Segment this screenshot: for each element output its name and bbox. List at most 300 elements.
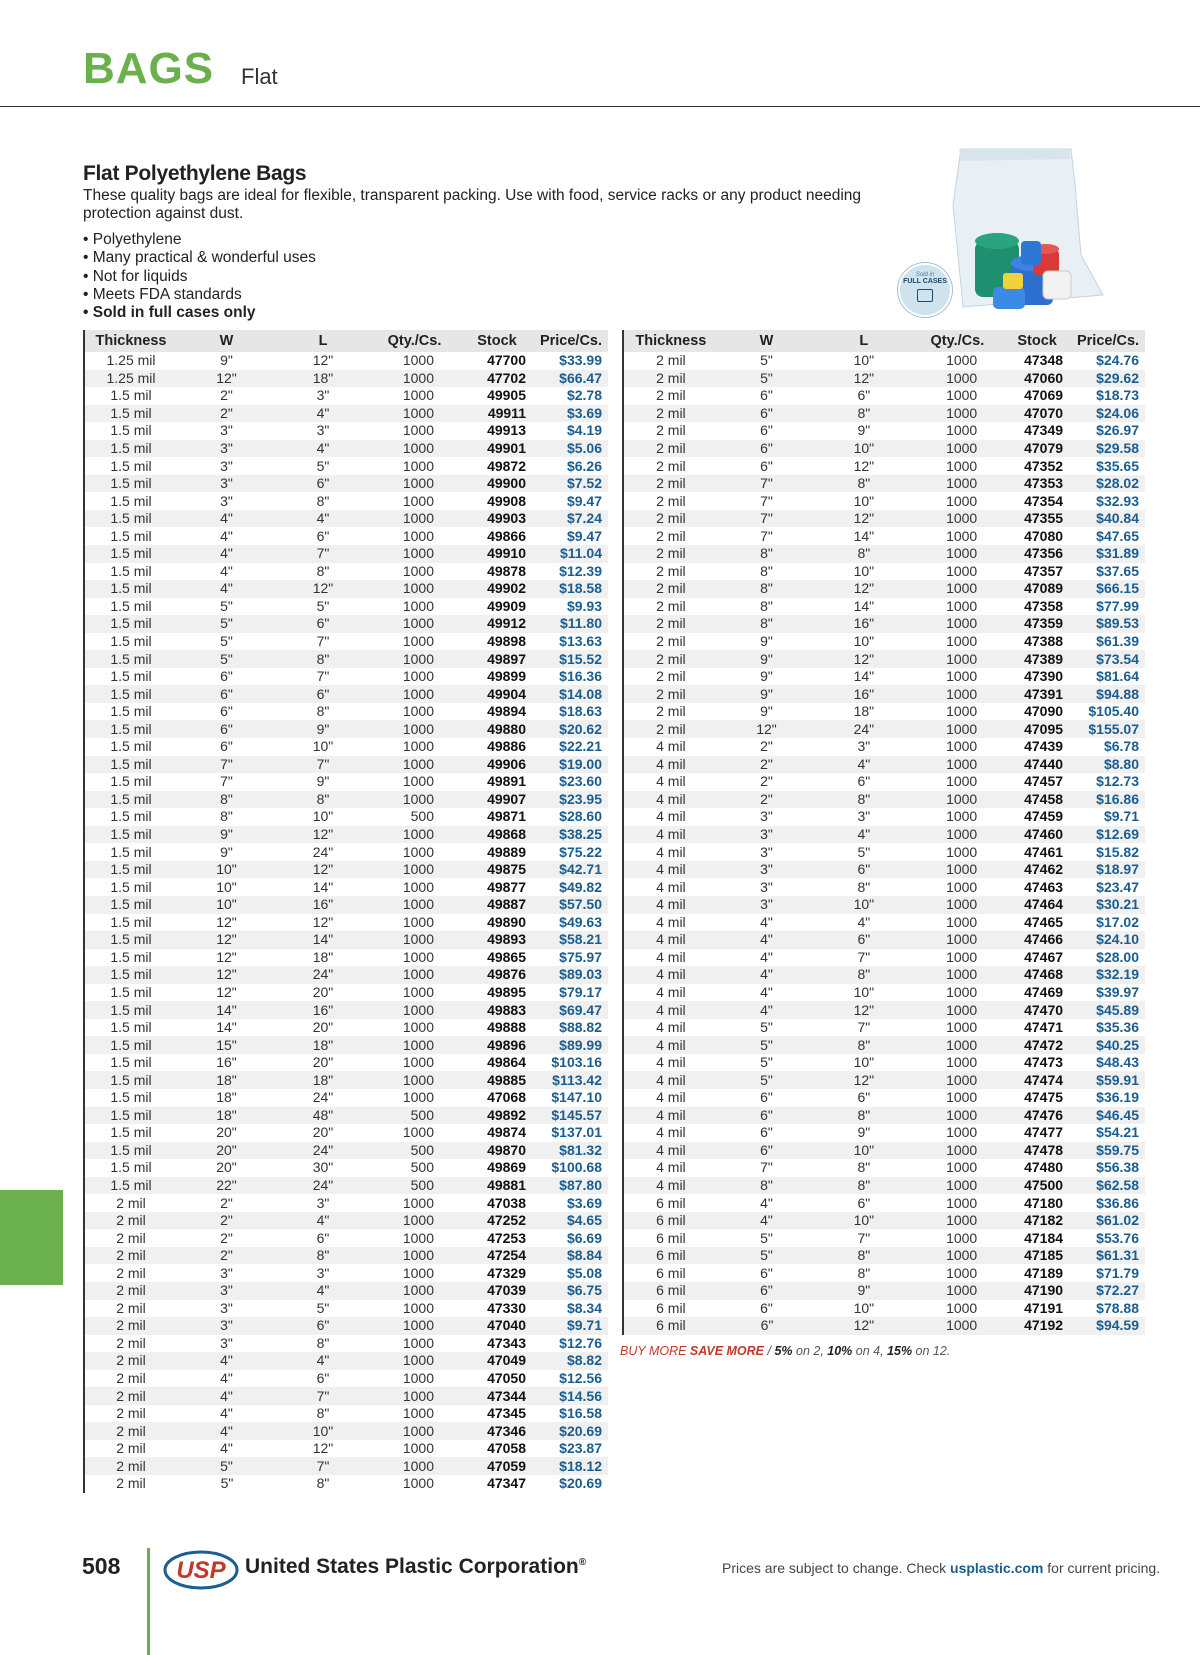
cell-thickness: 2 mil [623, 457, 718, 475]
cell-price: $32.19 [1071, 966, 1145, 984]
cell-width: 2" [177, 1247, 277, 1265]
cell-thickness: 1.5 mil [84, 826, 177, 844]
col-stock: Stock [460, 330, 534, 352]
table-row [623, 527, 1145, 545]
cell-price: $49.63 [534, 914, 608, 932]
cell-width: 8" [718, 615, 816, 633]
cell-qty: 1000 [912, 808, 1004, 826]
col-stock: Stock [1003, 330, 1071, 352]
cell-width: 4" [177, 510, 277, 528]
cell-length: 9" [816, 1282, 911, 1300]
cell-qty: 1000 [912, 668, 1004, 686]
cell-qty: 1000 [912, 527, 1004, 545]
table-row [84, 703, 608, 721]
cell-width: 6" [718, 440, 816, 458]
cell-stock: 47180 [1003, 1194, 1071, 1212]
cell-length: 3" [277, 387, 369, 405]
table-row [84, 791, 608, 809]
cell-price: $89.99 [534, 1036, 608, 1054]
cell-qty: 1000 [369, 949, 460, 967]
website-link[interactable]: usplastic.com [950, 1560, 1044, 1576]
cell-stock: 49870 [460, 1142, 534, 1160]
cell-length: 8" [816, 966, 911, 984]
table-row [84, 1142, 608, 1160]
table-row [84, 370, 608, 388]
cell-width: 4" [177, 563, 277, 581]
cell-qty: 1000 [369, 563, 460, 581]
cell-width: 6" [718, 1264, 816, 1282]
table-row [84, 352, 608, 370]
cell-width: 2" [718, 738, 816, 756]
table-row [84, 1457, 608, 1475]
col-price: Price/Cs. [1071, 330, 1145, 352]
cell-length: 8" [816, 1159, 911, 1177]
cell-price: $14.56 [534, 1387, 608, 1405]
cell-length: 18" [277, 949, 369, 967]
cell-qty: 1000 [369, 1071, 460, 1089]
cell-price: $89.03 [534, 966, 608, 984]
cell-thickness: 1.5 mil [84, 984, 177, 1002]
cell-width: 5" [718, 1071, 816, 1089]
cell-price: $7.24 [534, 510, 608, 528]
cell-stock: 47391 [1003, 685, 1071, 703]
cell-width: 4" [177, 1370, 277, 1388]
cell-width: 7" [718, 492, 816, 510]
cell-length: 10" [816, 440, 911, 458]
cell-price: $103.16 [534, 1054, 608, 1072]
cell-thickness: 2 mil [84, 1440, 177, 1458]
feature-item: • Polyethylene [83, 231, 316, 249]
cell-price: $38.25 [534, 826, 608, 844]
cell-thickness: 2 mil [623, 440, 718, 458]
cell-qty: 1000 [912, 791, 1004, 809]
cell-price: $59.91 [1071, 1071, 1145, 1089]
page-number: 508 [82, 1553, 121, 1579]
cell-qty: 1000 [912, 1019, 1004, 1037]
cell-thickness: 4 mil [623, 1036, 718, 1054]
cell-price: $18.63 [534, 703, 608, 721]
cell-price: $8.84 [534, 1247, 608, 1265]
cell-price: $40.84 [1071, 510, 1145, 528]
cell-qty: 1000 [912, 563, 1004, 581]
cell-thickness: 2 mil [623, 492, 718, 510]
table-row [623, 878, 1145, 896]
cell-price: $5.06 [534, 440, 608, 458]
cell-thickness: 2 mil [623, 580, 718, 598]
cell-thickness: 4 mil [623, 843, 718, 861]
cell-stock: 47185 [1003, 1247, 1071, 1265]
cell-thickness: 4 mil [623, 1089, 718, 1107]
cell-thickness: 1.5 mil [84, 492, 177, 510]
cell-qty: 500 [369, 1159, 460, 1177]
cell-qty: 1000 [912, 773, 1004, 791]
cell-stock: 47466 [1003, 931, 1071, 949]
cell-qty: 1000 [912, 457, 1004, 475]
cell-thickness: 2 mil [623, 650, 718, 668]
cell-price: $8.34 [534, 1300, 608, 1318]
cell-thickness: 4 mil [623, 878, 718, 896]
table-row [84, 387, 608, 405]
cell-width: 10" [177, 878, 277, 896]
cell-qty: 1000 [369, 1124, 460, 1142]
cell-width: 12" [177, 984, 277, 1002]
table-row [84, 527, 608, 545]
col-price: Price/Cs. [534, 330, 608, 352]
table-row [84, 756, 608, 774]
cell-width: 9" [718, 685, 816, 703]
table-row [84, 580, 608, 598]
cell-length: 24" [277, 1089, 369, 1107]
cell-price: $26.97 [1071, 422, 1145, 440]
price-table-right [622, 330, 1146, 1335]
cell-width: 4" [718, 966, 816, 984]
product-title: Flat Polyethylene Bags [83, 162, 307, 185]
pricing-disclaimer [722, 1560, 1160, 1576]
cell-stock: 47095 [1003, 720, 1071, 738]
cell-price: $42.71 [534, 861, 608, 879]
cell-price: $30.21 [1071, 896, 1145, 914]
cell-width: 18" [177, 1089, 277, 1107]
cell-stock: 49902 [460, 580, 534, 598]
cell-width: 10" [177, 861, 277, 879]
cell-qty: 1000 [369, 931, 460, 949]
cell-thickness: 6 mil [623, 1247, 718, 1265]
cell-price: $81.32 [534, 1142, 608, 1160]
cell-thickness: 1.5 mil [84, 457, 177, 475]
cell-price: $61.39 [1071, 633, 1145, 651]
cell-width: 4" [718, 1001, 816, 1019]
cell-thickness: 1.5 mil [84, 1054, 177, 1072]
cell-thickness: 4 mil [623, 1001, 718, 1019]
cell-width: 7" [718, 527, 816, 545]
cell-length: 4" [277, 1352, 369, 1370]
cell-price: $17.02 [1071, 914, 1145, 932]
cell-thickness: 2 mil [623, 633, 718, 651]
cell-length: 10" [816, 1212, 911, 1230]
cell-thickness: 4 mil [623, 914, 718, 932]
cell-stock: 49868 [460, 826, 534, 844]
table-row [84, 440, 608, 458]
cell-stock: 47060 [1003, 370, 1071, 388]
cell-price: $23.60 [534, 773, 608, 791]
cell-price: $7.52 [534, 475, 608, 493]
cell-length: 14" [277, 878, 369, 896]
cell-qty: 1000 [912, 843, 1004, 861]
cell-length: 7" [277, 668, 369, 686]
table-row [623, 1142, 1145, 1160]
cell-width: 20" [177, 1142, 277, 1160]
cell-stock: 47089 [1003, 580, 1071, 598]
cell-width: 22" [177, 1177, 277, 1195]
cell-qty: 1000 [369, 475, 460, 493]
col-thickness: Thickness [623, 330, 718, 352]
cell-stock: 49903 [460, 510, 534, 528]
cell-thickness: 4 mil [623, 1107, 718, 1125]
cell-length: 12" [816, 457, 911, 475]
price-table-left [83, 330, 609, 1493]
section-tab-marker [0, 1190, 63, 1285]
col-qty: Qty./Cs. [369, 330, 460, 352]
header-divider [0, 106, 1200, 107]
cell-qty: 1000 [912, 387, 1004, 405]
table-row [84, 720, 608, 738]
cell-width: 3" [177, 457, 277, 475]
cell-stock: 47346 [460, 1422, 534, 1440]
cell-length: 6" [816, 387, 911, 405]
cell-thickness: 1.5 mil [84, 1001, 177, 1019]
table-row [84, 1019, 608, 1037]
cell-stock: 49897 [460, 650, 534, 668]
cell-qty: 1000 [912, 949, 1004, 967]
cell-price: $28.60 [534, 808, 608, 826]
cell-qty: 1000 [912, 703, 1004, 721]
cell-price: $66.15 [1071, 580, 1145, 598]
table-row [84, 1001, 608, 1019]
cell-thickness: 1.5 mil [84, 1124, 177, 1142]
discount-15-text: on 12. [912, 1344, 951, 1358]
cell-thickness: 2 mil [84, 1335, 177, 1353]
cell-width: 3" [177, 1317, 277, 1335]
cell-width: 6" [177, 668, 277, 686]
cell-price: $12.73 [1071, 773, 1145, 791]
cell-thickness: 1.5 mil [84, 580, 177, 598]
cell-length: 12" [816, 650, 911, 668]
discount-10: 10% [827, 1344, 853, 1358]
table-row [623, 808, 1145, 826]
table-row [84, 1177, 608, 1195]
cell-thickness: 1.5 mil [84, 1159, 177, 1177]
cell-thickness: 1.25 mil [84, 352, 177, 370]
cell-length: 4" [277, 1212, 369, 1230]
cell-length: 16" [277, 1001, 369, 1019]
cell-qty: 500 [369, 1177, 460, 1195]
col-width: W [718, 330, 816, 352]
table-row [84, 984, 608, 1002]
table-row [84, 1089, 608, 1107]
cell-length: 5" [816, 843, 911, 861]
cell-qty: 1000 [369, 440, 460, 458]
table-row [84, 685, 608, 703]
cell-qty: 1000 [912, 475, 1004, 493]
cell-stock: 49890 [460, 914, 534, 932]
cell-price: $88.82 [534, 1019, 608, 1037]
cell-stock: 49880 [460, 720, 534, 738]
cell-qty: 1000 [912, 1317, 1004, 1335]
disclaimer-prefix: Prices are subject to change. Check [722, 1560, 951, 1576]
cell-stock: 49888 [460, 1019, 534, 1037]
table-row [623, 1019, 1145, 1037]
cell-stock: 47464 [1003, 896, 1071, 914]
table-row [623, 598, 1145, 616]
cell-price: $61.02 [1071, 1212, 1145, 1230]
cell-width: 14" [177, 1001, 277, 1019]
cell-qty: 1000 [369, 966, 460, 984]
cell-price: $16.86 [1071, 791, 1145, 809]
cell-qty: 1000 [369, 1405, 460, 1423]
cell-stock: 47352 [1003, 457, 1071, 475]
cell-price: $72.27 [1071, 1282, 1145, 1300]
cell-width: 18" [177, 1107, 277, 1125]
cell-qty: 1000 [912, 1142, 1004, 1160]
cell-stock: 47348 [1003, 352, 1071, 370]
cell-qty: 1000 [912, 1194, 1004, 1212]
table-row [84, 914, 608, 932]
table-row [623, 668, 1145, 686]
cell-width: 5" [177, 615, 277, 633]
cell-price: $12.56 [534, 1370, 608, 1388]
cell-qty: 1000 [369, 1352, 460, 1370]
cell-qty: 1000 [369, 1194, 460, 1212]
cell-stock: 49869 [460, 1159, 534, 1177]
cell-thickness: 4 mil [623, 1019, 718, 1037]
cell-length: 12" [816, 580, 911, 598]
table-row [84, 1370, 608, 1388]
cell-thickness: 2 mil [84, 1387, 177, 1405]
discount-5-text: on 2, [792, 1344, 828, 1358]
cell-qty: 1000 [369, 773, 460, 791]
cell-width: 3" [177, 1300, 277, 1318]
cell-price: $9.47 [534, 527, 608, 545]
cell-width: 2" [718, 756, 816, 774]
cell-thickness: 2 mil [84, 1212, 177, 1230]
cell-price: $12.76 [534, 1335, 608, 1353]
cell-qty: 1000 [369, 1212, 460, 1230]
table-row [84, 1282, 608, 1300]
table-row [84, 1036, 608, 1054]
table-row [623, 387, 1145, 405]
table-row [623, 773, 1145, 791]
cell-width: 6" [718, 1089, 816, 1107]
cell-stock: 49889 [460, 843, 534, 861]
cell-width: 7" [177, 756, 277, 774]
cell-price: $31.89 [1071, 545, 1145, 563]
cell-width: 15" [177, 1036, 277, 1054]
cell-stock: 49905 [460, 387, 534, 405]
cell-price: $12.69 [1071, 826, 1145, 844]
cell-qty: 1000 [369, 1036, 460, 1054]
cell-length: 4" [277, 405, 369, 423]
cell-length: 3" [816, 738, 911, 756]
cell-length: 8" [277, 563, 369, 581]
cell-length: 8" [277, 703, 369, 721]
cell-qty: 1000 [912, 1177, 1004, 1195]
cell-length: 24" [277, 1177, 369, 1195]
cell-stock: 47700 [460, 352, 534, 370]
cell-stock: 47467 [1003, 949, 1071, 967]
cell-width: 2" [177, 1212, 277, 1230]
cell-stock: 49913 [460, 422, 534, 440]
cell-width: 2" [177, 405, 277, 423]
cell-thickness: 4 mil [623, 1124, 718, 1142]
cell-stock: 47462 [1003, 861, 1071, 879]
cell-stock: 47472 [1003, 1036, 1071, 1054]
cell-length: 8" [816, 791, 911, 809]
table-row [623, 756, 1145, 774]
cell-stock: 47473 [1003, 1054, 1071, 1072]
cell-length: 12" [816, 1001, 911, 1019]
table-row [84, 405, 608, 423]
cell-length: 7" [816, 949, 911, 967]
cell-qty: 1000 [369, 861, 460, 879]
cell-stock: 47468 [1003, 966, 1071, 984]
cell-price: $69.47 [534, 1001, 608, 1019]
cell-thickness: 1.5 mil [84, 1019, 177, 1037]
cell-qty: 1000 [912, 1159, 1004, 1177]
cell-length: 12" [816, 510, 911, 528]
cell-width: 3" [177, 1335, 277, 1353]
cell-thickness: 4 mil [623, 949, 718, 967]
table-row [623, 703, 1145, 721]
cell-thickness: 4 mil [623, 826, 718, 844]
cell-stock: 47355 [1003, 510, 1071, 528]
cell-price: $11.80 [534, 615, 608, 633]
cell-stock: 49892 [460, 1107, 534, 1125]
cell-thickness: 6 mil [623, 1264, 718, 1282]
cell-thickness: 6 mil [623, 1300, 718, 1318]
table-row [84, 896, 608, 914]
cell-thickness: 1.5 mil [84, 878, 177, 896]
cell-qty: 1000 [912, 1300, 1004, 1318]
full-cases-badge [898, 263, 952, 317]
cell-stock: 47329 [460, 1264, 534, 1282]
cell-price: $54.21 [1071, 1124, 1145, 1142]
cell-thickness: 2 mil [84, 1229, 177, 1247]
cell-width: 8" [718, 1177, 816, 1195]
cell-stock: 49900 [460, 475, 534, 493]
cell-qty: 1000 [369, 422, 460, 440]
cell-price: $16.36 [534, 668, 608, 686]
cell-thickness: 4 mil [623, 966, 718, 984]
cell-length: 12" [277, 914, 369, 932]
cell-price: $58.21 [534, 931, 608, 949]
cell-thickness: 1.5 mil [84, 1142, 177, 1160]
cell-width: 12" [177, 949, 277, 967]
cell-thickness: 2 mil [84, 1405, 177, 1423]
cell-stock: 47439 [1003, 738, 1071, 756]
cell-thickness: 1.5 mil [84, 527, 177, 545]
cell-qty: 1000 [369, 352, 460, 370]
cell-thickness: 1.5 mil [84, 966, 177, 984]
table-row [84, 826, 608, 844]
buy-more-note [620, 1344, 950, 1358]
table-row [623, 370, 1145, 388]
table-row [84, 1054, 608, 1072]
cell-stock: 47344 [460, 1387, 534, 1405]
cell-price: $24.10 [1071, 931, 1145, 949]
cell-stock: 49878 [460, 563, 534, 581]
cell-thickness: 1.5 mil [84, 405, 177, 423]
cell-qty: 1000 [912, 650, 1004, 668]
cell-length: 6" [277, 527, 369, 545]
table-row [623, 633, 1145, 651]
cell-thickness: 1.5 mil [84, 1107, 177, 1125]
table-row [84, 1212, 608, 1230]
cell-stock: 47460 [1003, 826, 1071, 844]
cell-length: 6" [277, 615, 369, 633]
cell-length: 7" [277, 633, 369, 651]
cell-stock: 47478 [1003, 1142, 1071, 1160]
cell-price: $32.93 [1071, 492, 1145, 510]
cell-stock: 47465 [1003, 914, 1071, 932]
cell-price: $3.69 [534, 405, 608, 423]
cell-price: $79.17 [534, 984, 608, 1002]
table-row [623, 492, 1145, 510]
box-icon [917, 289, 933, 302]
cell-price: $8.80 [1071, 756, 1145, 774]
cell-thickness: 4 mil [623, 1071, 718, 1089]
cell-length: 14" [816, 668, 911, 686]
cell-thickness: 2 mil [84, 1317, 177, 1335]
